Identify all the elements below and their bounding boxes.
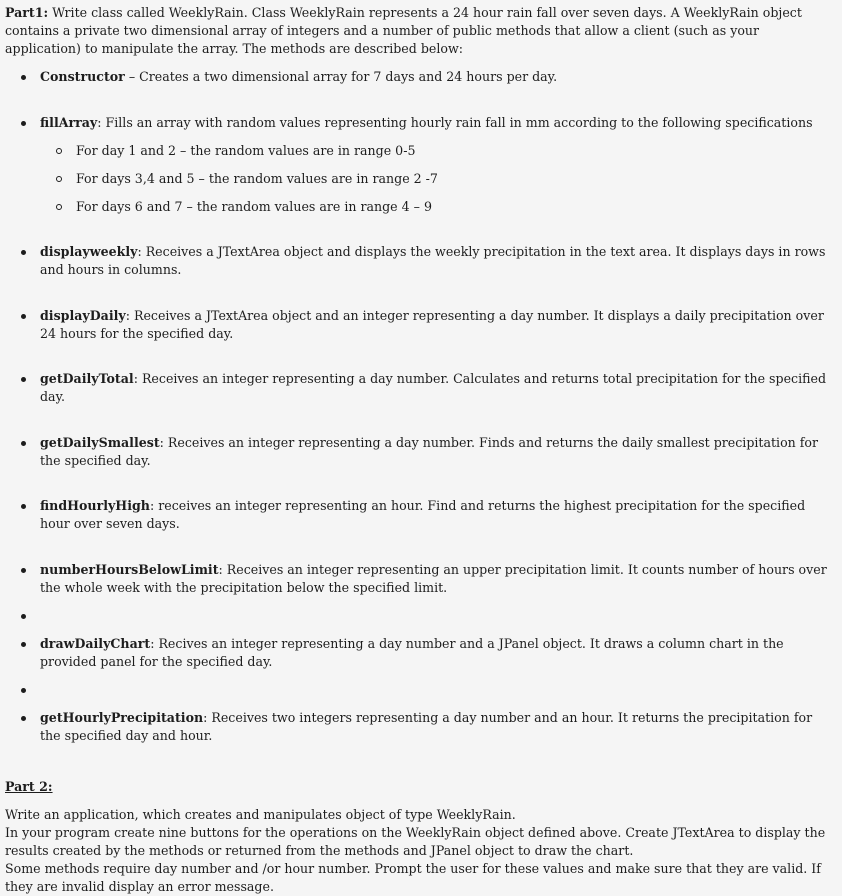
method-displaydaily — [5, 307, 835, 343]
method-name: findHourlyHigh — [40, 498, 150, 513]
method-numberhoursbelowlimit — [5, 561, 835, 597]
assignment-document — [5, 4, 835, 896]
part2-title-text: Part 2: — [5, 779, 53, 794]
fill-spec-item: For day 1 and 2 – the random values are in range 0-5 — [40, 142, 835, 160]
method-desc: : Receives two integers representing a day number and an hour. It returns the precipitation for the specified day and hour. — [40, 710, 813, 743]
method-fillarray — [5, 114, 835, 216]
empty-bullet — [5, 681, 835, 699]
method-desc: : Receives a JTextArea object and displays the weekly precipitation in the text area. It displays days in rows and hours in columns. — [40, 244, 826, 277]
method-desc: : Receives an integer representing an upper precipitation limit. It counts number of hours over the whole week with the precipitation below the specified limit. — [40, 562, 827, 595]
method-desc: : Receives a JTextArea object and an integer representing a day number. It displays a daily precipitation over 24 hours for the specified day. — [40, 308, 824, 341]
method-name: displayweekly — [40, 244, 138, 259]
part1-intro — [5, 4, 835, 58]
empty-bullet — [5, 607, 835, 625]
method-name: getDailyTotal — [40, 371, 134, 386]
part2-title — [5, 778, 835, 796]
method-desc: : Receives an integer representing a day number. Finds and returns the daily smallest precipitation for the specified day. — [40, 435, 819, 468]
method-desc: : receives an integer representing an hour. Find and returns the highest precipitation for the specified hour over seven days. — [40, 498, 806, 531]
fill-spec-list — [40, 142, 835, 216]
method-desc: : Fills an array with random values representing hourly rain fall in mm according to the following specifications — [97, 115, 813, 130]
method-name: getDailySmallest — [40, 435, 160, 450]
fill-spec-item: For days 3,4 and 5 – the random values are in range 2 -7 — [40, 170, 835, 188]
part2-line: Write an application, which creates and manipulates object of type WeeklyRain. — [5, 807, 516, 822]
method-findhourlyhigh — [5, 497, 835, 533]
method-getdailysmallest — [5, 434, 835, 470]
fill-spec-item: For days 6 and 7 – the random values are in range 4 – 9 — [40, 198, 835, 216]
method-name: Constructor — [40, 69, 125, 84]
method-getdailytotal — [5, 370, 835, 406]
method-desc: – Creates a two dimensional array for 7 days and 24 hours per day. — [124, 69, 558, 84]
method-name: drawDailyChart — [40, 636, 151, 651]
method-name: fillArray — [40, 115, 98, 130]
part2-line: In your program create nine buttons for the operations on the WeeklyRain object defined above. Create JTextArea to display the results created by the methods or returned from the methods and JPanel object to draw the chart. — [5, 825, 826, 858]
method-displayweekly — [5, 243, 835, 279]
part2-line: Some methods require day number and /or hour number. Prompt the user for these values and make sure that they are valid. If they are invalid display an error message. — [5, 861, 821, 894]
method-name: displayDaily — [40, 308, 126, 323]
method-name: numberHoursBelowLimit — [40, 562, 219, 577]
method-gethourlyprecipitation — [5, 709, 835, 745]
part1-label: Part1: — [5, 5, 49, 20]
method-constructor — [5, 68, 835, 86]
method-name: getHourlyPrecipitation — [40, 710, 204, 725]
part2-body — [5, 806, 835, 896]
method-list — [5, 68, 835, 745]
method-desc: : Receives an integer representing a day number. Calculates and returns total precipitation for the specified day. — [40, 371, 827, 404]
method-drawdailychart — [5, 635, 835, 671]
method-desc: : Recives an integer representing a day number and a JPanel object. It draws a column chart in the provided panel for the specified day. — [40, 636, 784, 669]
part1-intro-text: Write class called WeeklyRain. Class WeeklyRain represents a 24 hour rain fall over seven days. A WeeklyRain object contains a private two dimensional array of integers and a number of public methods that allow a client (such as your application) to manipulate the array. The methods are described below: — [5, 5, 802, 56]
